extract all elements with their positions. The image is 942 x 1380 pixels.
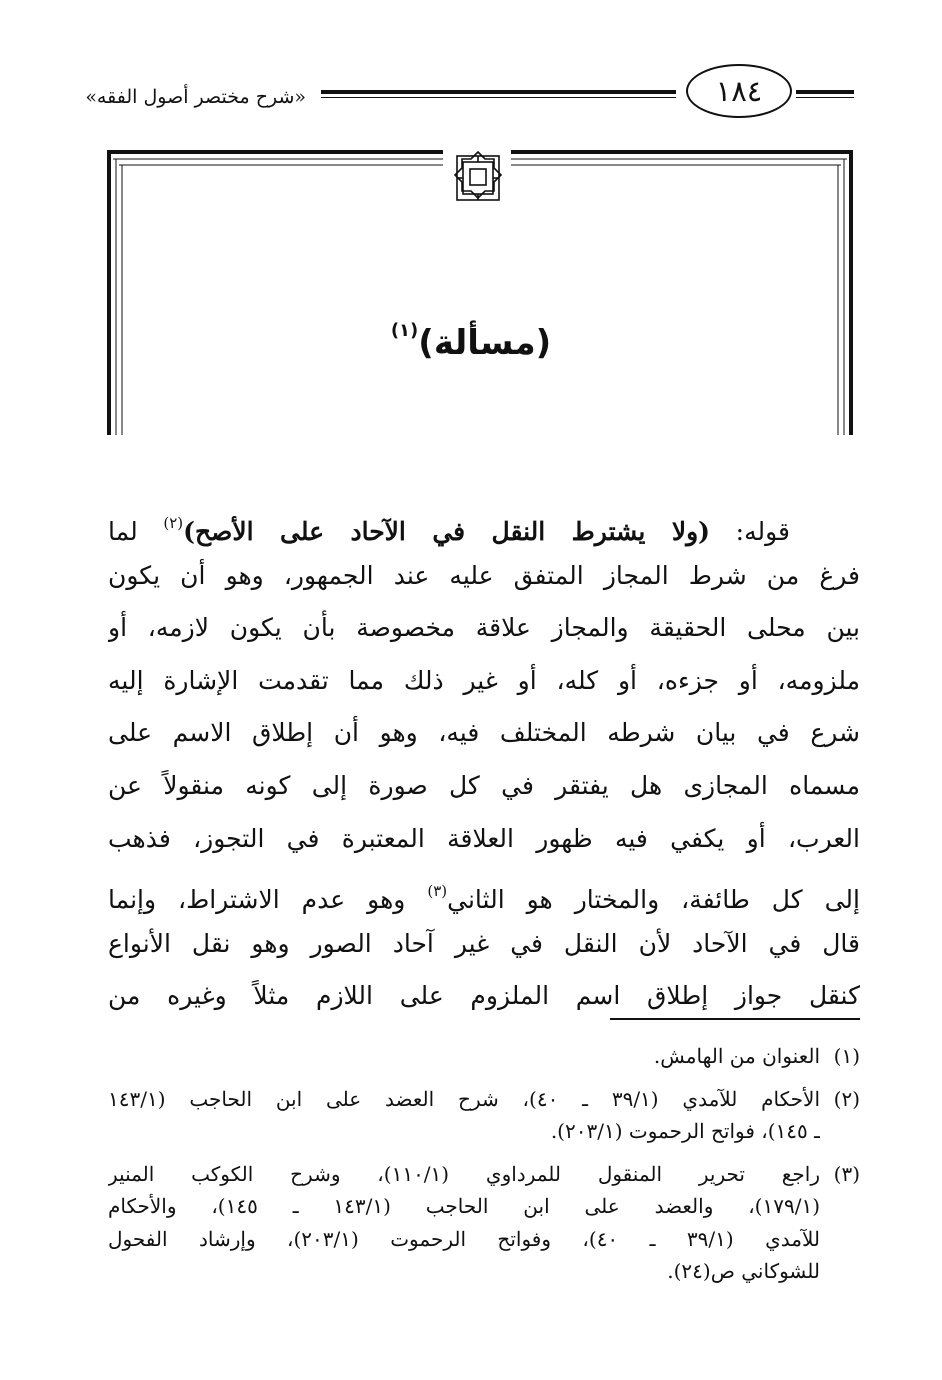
footnote-number: (١) [833,1044,860,1068]
footnote-number: (٣) [833,1161,860,1186]
footnote-line: ـ ١٤٥)، فواتح الرحموت (٢٠٣/١). [550,1119,820,1143]
text-line: ملزومه، أو جزءه، أو كله، أو غير ذلك مما تقدمت الإشارة إليه [108,665,860,695]
header-rule-right [796,90,854,98]
footnote-line: (١٧٩/١)، والعضد على ابن الحاجب (١٤٣/١ ـ ١٤٥)، والأحكام [108,1194,820,1218]
footnote-line: للشوكاني ص(٢٤). [667,1259,820,1283]
text-line: العرب، أو يكفي فيه ظهور العلاقة المعتبرة في التجوز، فذهب [108,823,860,853]
footnote [108,1040,860,1073]
text-run: إلى كل طائفة، والمختار هو الثاني [447,885,860,915]
footnotes [108,1040,860,1298]
text-line: بين محلى الحقيقة والمجاز علاقة مخصوصة بأن يكون لازمه، أو [108,613,860,643]
footnote-line: الأحكام للآمدي (٣٩/١ ـ ٤٠)، شرح العضد على ابن الحاجب (١٤٣/١ [108,1086,820,1111]
section-title [0,320,942,363]
page-number: ١٨٤ [686,64,792,118]
body-text [108,497,860,1023]
text-run: وهو عدم الاشتراط، وإنما [108,885,428,915]
header-rule-left [321,90,676,98]
ornament-icon [453,150,503,206]
footnote-line: العنوان من الهامش. [653,1044,820,1068]
footnote-text [108,1083,820,1148]
footnote [108,1158,860,1288]
footnote-text [108,1040,820,1073]
text-run: قوله: [709,517,790,546]
text-run: لما [108,517,164,546]
text-line [108,865,860,918]
footnote-text [108,1158,820,1288]
section-title-text: (مسألة) [418,323,552,363]
footnote [108,1083,860,1148]
text-line: كنقل جواز إطلاق اسم الملزوم على اللازم مثلاً وغيره من [108,981,860,1011]
footnote-line: راجع تحرير المنقول للمرداوي (١١٠/١)، وشرح الكوكب المنير [108,1161,820,1186]
footnote-ref: (٣) [427,882,448,901]
footnote-separator [610,1018,860,1020]
title-frame [107,150,853,435]
page-header [85,62,854,122]
text-line [108,497,860,550]
text-line: مسماه المجازى هل يفتقر في كل صورة إلى كونه منقولاً عن [108,770,860,800]
footnote-line: للآمدي (٣٩/١ ـ ٤٠)، وفواتح الرحموت (٢٠٣/١)، وإرشاد الفحول [108,1226,820,1251]
running-title: «شرح مختصر أصول الفقه» [85,86,306,108]
text-line: قال في الآحاد لأن النقل في غير آحاد الصور وهو نقل الأنواع [108,928,860,958]
footnote-ref: (٢) [163,514,184,532]
text-line: شرع في بيان شرطه المختلف فيه، وهو أن إطلاق الاسم على [108,718,860,748]
quoted-text: (ولا يشترط النقل في الآحاد على الأصح) [183,517,710,546]
text-line: فرغ من شرط المجاز المتفق عليه عند الجمهور، وهو أن يكون [108,560,860,590]
footnote-number: (٢) [833,1086,860,1111]
footnote-ref: (١) [390,320,419,341]
